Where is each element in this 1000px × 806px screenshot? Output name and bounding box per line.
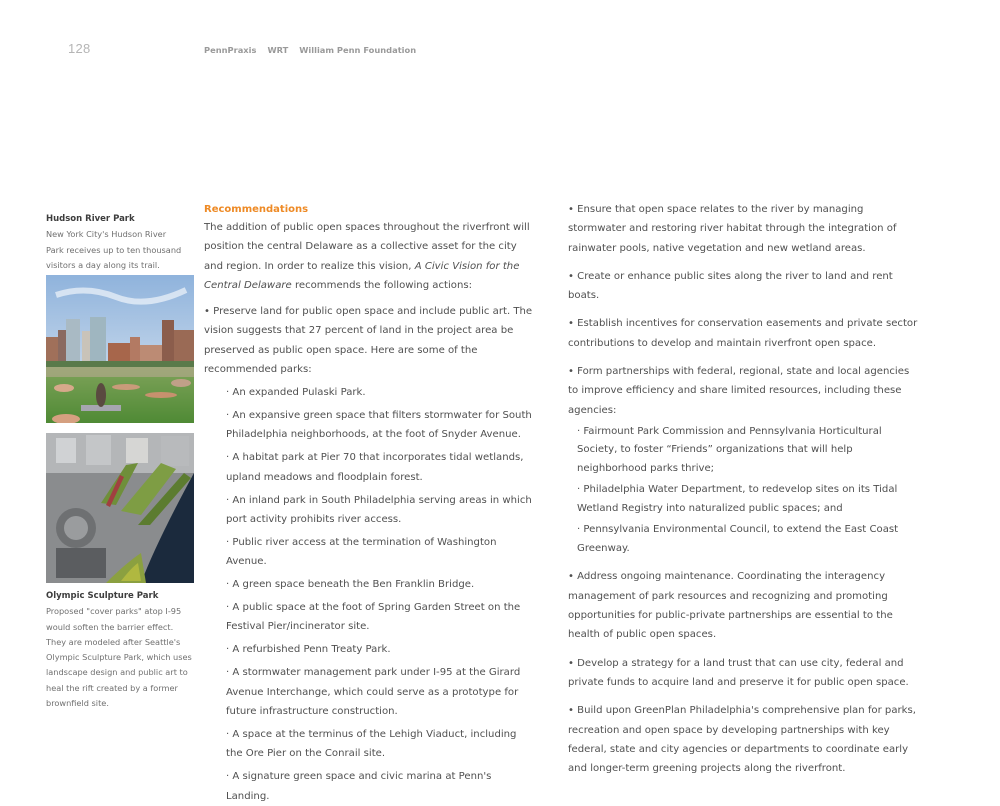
recommended-parks-list [204, 383, 534, 806]
photo-caption-olympic [46, 589, 196, 711]
bullet-land-trust: • Develop a strategy for a land trust that can use city, federal and private funds to acquire land and preserve it for public open space. [568, 657, 909, 688]
list-item: · A space at the terminus of the Lehigh Viaduct, including the Ore Pier on the Conrail site. [226, 729, 517, 760]
bullet-incentives: • Establish incentives for conservation easements and private sector contributions to develop and maintain riverfront open space. [568, 318, 918, 349]
list-item: · A green space beneath the Ben Franklin Bridge. [226, 579, 475, 591]
list-item: · A signature green space and civic marina at Penn's Landing. [226, 771, 492, 802]
photo-caption-hudson [46, 212, 196, 273]
intro-text-end: recommends the following actions: [291, 279, 473, 291]
running-header-item: William Penn Foundation [299, 45, 417, 55]
olympic-park-image [46, 433, 194, 583]
bullet-stormwater: • Ensure that open space relates to the river by managing stormwater and restoring river habitat through the integration of rainwater pools, native vegetation and new wetland areas. [568, 204, 897, 254]
bullet-maintenance: • Address ongoing maintenance. Coordinating the interagency management of park resources and recognizing and promoting opportunities for public-private partnerships are essential to the health of public open spaces. [568, 571, 893, 641]
running-header-item: WRT [267, 45, 289, 55]
list-item: · An expanded Pulaski Park. [226, 387, 366, 399]
caption-title: Olympic Sculpture Park [46, 591, 159, 601]
recommendations-column [204, 201, 534, 806]
bullet-partnerships: • Form partnerships with federal, regional, state and local agencies to improve efficiency and share limited resources, including these agencies: [568, 366, 910, 416]
report-title: A Civic Vision for the Central Delaware [204, 260, 520, 291]
running-header [204, 45, 416, 55]
bullet-boats: • Create or enhance public sites along the river to land and rent boats. [568, 270, 893, 302]
actions-column [568, 200, 918, 787]
intro-text: The addition of public open spaces throughout the riverfront will position the central Delaware as a collective asset for the city and region. In order to realize this vision, [204, 222, 530, 272]
caption-title: Hudson River Park [46, 214, 135, 224]
list-item: · An expansive green space that filters stormwater for South Philadelphia neighborhoods, at the foot of Snyder Avenue. [226, 410, 532, 441]
photo-hudson-river-park [46, 275, 194, 423]
page-number: 128 [68, 41, 91, 56]
caption-text: New York City's Hudson River Park receives up to ten thousand visitors a day along its trail. [46, 229, 182, 270]
list-item: · A stormwater management park under I-95 at the Girard Avenue Interchange, which could serve as a prototype for future infrastructure construction. [226, 667, 521, 718]
running-header-item: PennPraxis [204, 45, 257, 55]
list-item: · A refurbished Penn Treaty Park. [226, 644, 391, 656]
photo-olympic-sculpture-park [46, 433, 194, 583]
intro-paragraph [204, 218, 534, 295]
list-item: · A habitat park at Pier 70 that incorporates tidal wetlands, upland meadows and floodplain forest. [226, 452, 524, 483]
list-item: · Pennsylvania Environmental Council, to extend the East Coast Greenway. [577, 524, 899, 554]
list-item: · A public space at the foot of Spring Garden Street on the Festival Pier/incinerator site. [226, 602, 521, 633]
bullet-preserve-land: • Preserve land for public open space and include public art. The vision suggests that 27 percent of land in the project area be preserved as public open space. Here are some of the recommended parks: [204, 306, 533, 376]
list-item: · Fairmount Park Commission and Pennsylvania Horticultural Society, to foster “Friends” organizations that will help neighborhood parks thrive; [577, 425, 882, 474]
agencies-list [568, 423, 918, 559]
bullet-greenplan: • Build upon GreenPlan Philadelphia's comprehensive plan for parks, recreation and open space by developing partnerships with key federal, state and city agencies or departments to coordinate early and longer-term greening projects along the riverfront. [568, 705, 916, 775]
list-item: · Public river access at the termination of Washington Avenue. [226, 536, 497, 568]
list-item: · Philadelphia Water Department, to redevelop sites on its Tidal Wetland Registry into naturalized public spaces; and [577, 484, 898, 514]
caption-text: Proposed "cover parks" atop I-95 would soften the barrier effect. They are modeled after Seattle's Olympic Sculpture Park, which uses landscape design and public art to heal the rift created by a former brownfield site. [46, 606, 192, 709]
list-item: · An inland park in South Philadelphia serving areas in which port activity prohibits river access. [226, 494, 532, 525]
hudson-park-image [46, 275, 194, 423]
section-heading: Recommendations [204, 204, 309, 215]
